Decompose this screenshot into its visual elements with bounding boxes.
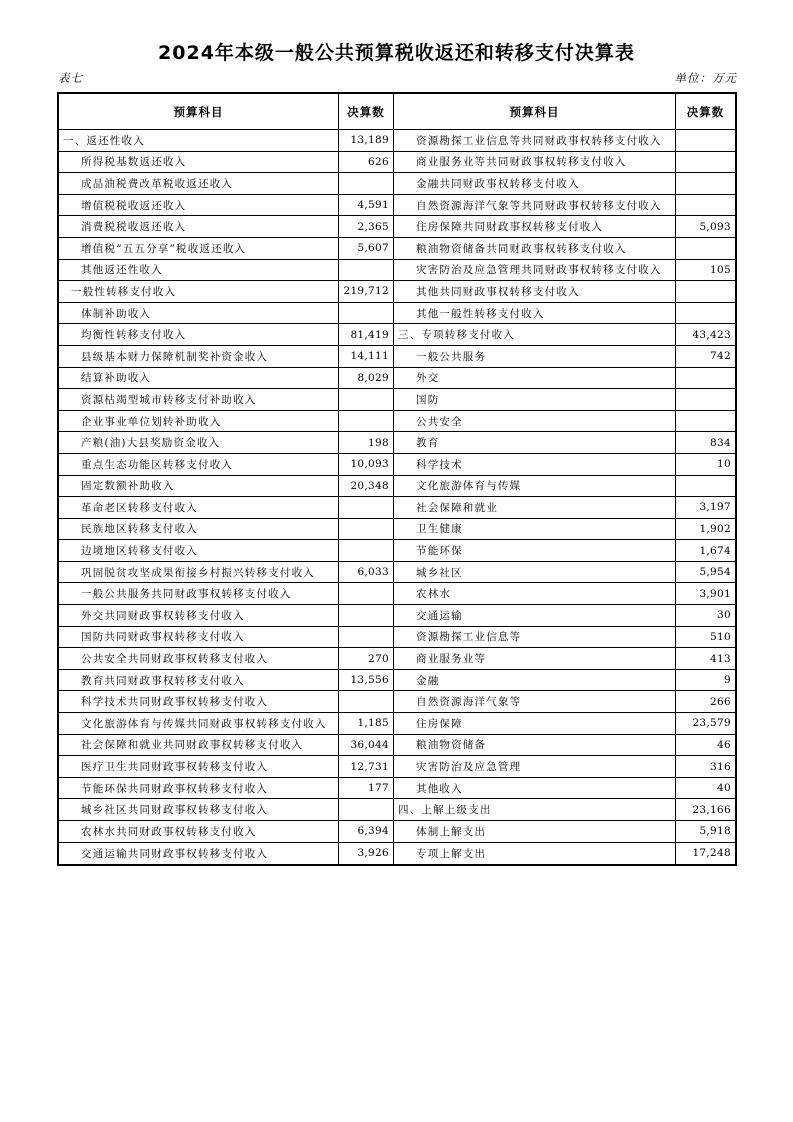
final-amount-cell: 40: [676, 778, 735, 800]
final-amount-cell: 1,902: [676, 519, 735, 541]
final-amount-cell: 46: [676, 735, 735, 757]
header-budget-subject-left: 预算科目: [59, 94, 339, 129]
budget-subject-cell: 交通运输: [394, 605, 676, 627]
final-amount-cell: [339, 799, 394, 821]
budget-subject-cell: 国防共同财政事权转移支付收入: [59, 627, 339, 649]
final-amount-cell: 20,348: [339, 476, 394, 498]
table-header-row: [59, 94, 735, 130]
final-amount-cell: 17,248: [692, 847, 731, 860]
budget-subject-cell: 文化旅游体育与传媒: [394, 476, 676, 498]
budget-subject-cell: 农林水共同财政事权转移支付收入: [59, 821, 339, 843]
budget-subject-cell: 外交共同财政事权转移支付收入: [59, 605, 339, 627]
budget-subject-cell: 公共安全: [394, 411, 676, 433]
budget-subject-cell: 节能环保: [394, 540, 676, 562]
final-amount-cell: 5,918: [676, 821, 735, 843]
final-amount-cell: 270: [339, 648, 394, 670]
final-amount-cell: 13,189: [339, 130, 394, 152]
budget-subject-cell: 其他收入: [394, 778, 676, 800]
budget-subject-cell: 城乡社区共同财政事权转移支付收入: [59, 799, 339, 821]
header-budget-subject-right: 预算科目: [394, 94, 676, 129]
final-amount-cell: 742: [676, 346, 735, 368]
budget-subject-cell: 民族地区转移支付收入: [59, 519, 339, 541]
final-amount-cell: [676, 152, 735, 174]
budget-subject-cell: 外交: [394, 368, 676, 390]
budget-subject-cell: 专项上解支出: [394, 843, 676, 865]
budget-subject-cell: 粮油物资储备共同财政事权转移支付收入: [394, 238, 676, 260]
final-amount-cell: 13,556: [339, 670, 394, 692]
final-amount-cell: 12,731: [339, 756, 394, 778]
final-amount-cell: 510: [676, 627, 735, 649]
budget-subject-cell: 成品油税费改革税收返还收入: [59, 173, 339, 195]
budget-subject-cell: 粮油物资储备: [394, 735, 676, 757]
budget-subject-cell: 国防: [394, 389, 676, 411]
final-amount-cell: [676, 173, 735, 195]
budget-subject-cell: 增值税税收返还收入: [59, 195, 339, 217]
final-amount-cell: [676, 389, 735, 411]
final-amount-cell: 626: [339, 152, 394, 174]
budget-subject-cell: 其他返还性收入: [59, 260, 339, 282]
header-final-amount-left: 决算数: [339, 94, 394, 129]
budget-subject-cell: 所得税基数返还收入: [59, 152, 339, 174]
budget-subject-cell: 节能环保共同财政事权转移支付收入: [59, 778, 339, 800]
budget-subject-cell: 三、专项转移支付收入: [394, 324, 676, 346]
final-amount-cell: 14,111: [339, 346, 394, 368]
final-amount-cell: [339, 583, 394, 605]
final-amount-cell: 177: [339, 778, 394, 800]
final-amount-cell: 834: [676, 432, 735, 454]
budget-subject-cell: 医疗卫生共同财政事权转移支付收入: [59, 756, 339, 778]
final-amount-cell: 3,901: [676, 583, 735, 605]
budget-subject-cell: 科学技术: [394, 454, 676, 476]
final-amount-cell: [676, 130, 735, 152]
final-amount-cell: 10,093: [339, 454, 394, 476]
final-amount-cell: 6,033: [339, 562, 394, 584]
final-amount-cell: 3,926: [339, 843, 394, 865]
final-amount-cell: 43,423: [676, 324, 735, 346]
budget-subject-cell: 革命老区转移支付收入: [59, 497, 339, 519]
final-amount-cell: 9: [676, 670, 735, 692]
final-amount-cell: 413: [676, 648, 735, 670]
final-amount-cell: [676, 303, 735, 325]
final-amount-cell: 3,197: [676, 497, 735, 519]
final-amount-cell: 36,044: [339, 735, 394, 757]
budget-subject-cell: 自然资源海洋气象等共同财政事权转移支付收入: [394, 195, 676, 217]
final-amount-cell: [676, 411, 735, 433]
final-amount-cell: [339, 303, 394, 325]
final-amount-cell: [339, 497, 394, 519]
final-amount-cell: 5,093: [676, 216, 735, 238]
final-amount-cell: [339, 540, 394, 562]
budget-subject-cell: 社会保障和就业: [394, 497, 676, 519]
final-amount-cell: [676, 195, 735, 217]
final-amount-cell: 2,365: [339, 216, 394, 238]
budget-subject-cell: 边境地区转移支付收入: [59, 540, 339, 562]
table-number-label: 表七: [58, 71, 83, 85]
budget-subject-cell: 资源勘探工业信息等共同财政事权转移支付收入: [394, 130, 676, 152]
final-amount-cell: 4,591: [339, 195, 394, 217]
budget-subject-cell: 固定数额补助收入: [59, 476, 339, 498]
final-amount-cell: [339, 605, 394, 627]
budget-subject-cell: 其他共同财政事权转移支付收入: [394, 281, 676, 303]
final-amount-cell: 23,166: [676, 799, 735, 821]
page-title: 2024年本级一般公共预算税收返还和转移支付决算表: [158, 42, 635, 64]
budget-subject-cell: 产粮(油)大县奖励资金收入: [59, 432, 339, 454]
budget-subject-cell: 企业事业单位划转补助收入: [59, 411, 339, 433]
unit-label: 单位：万元: [674, 71, 737, 85]
final-amount-cell: [339, 691, 394, 713]
budget-subject-cell: 灾害防治及应急管理共同财政事权转移支付收入: [394, 260, 676, 282]
final-amount-cell: [339, 260, 394, 282]
budget-subject-cell: 卫生健康: [394, 519, 676, 541]
budget-subject-cell: 公共安全共同财政事权转移支付收入: [59, 648, 339, 670]
budget-subject-cell: 金融共同财政事权转移支付收入: [394, 173, 676, 195]
budget-subject-cell: 重点生态功能区转移支付收入: [59, 454, 339, 476]
budget-subject-cell: 金融: [394, 670, 676, 692]
final-amount-cell: [676, 238, 735, 260]
budget-subject-cell: 住房保障共同财政事权转移支付收入: [394, 216, 676, 238]
budget-subject-cell: 四、上解上级支出: [394, 799, 676, 821]
budget-subject-cell: 教育共同财政事权转移支付收入: [59, 670, 339, 692]
budget-subject-cell: 县级基本财力保障机制奖补资金收入: [59, 346, 339, 368]
budget-subject-cell: 一般公共服务共同财政事权转移支付收入: [59, 583, 339, 605]
final-amount-cell: [339, 627, 394, 649]
final-amount-cell: 6,394: [339, 821, 394, 843]
fiscal-table: [57, 92, 737, 866]
budget-subject-cell: 体制上解支出: [394, 821, 676, 843]
budget-subject-cell: 增值税“五五分享”税收返还收入: [59, 238, 339, 260]
final-amount-cell: 5,607: [339, 238, 394, 260]
final-amount-cell: 266: [676, 691, 735, 713]
budget-subject-cell: 巩固脱贫攻坚成果衔接乡村振兴转移支付收入: [59, 562, 339, 584]
budget-subject-cell: 城乡社区: [394, 562, 676, 584]
budget-subject-cell: 农林水: [394, 583, 676, 605]
final-amount-cell: 5,954: [676, 562, 735, 584]
budget-subject-cell: 教育: [394, 432, 676, 454]
final-amount-cell: [676, 281, 735, 303]
budget-subject-cell: 资源枯竭型城市转移支付补助收入: [59, 389, 339, 411]
final-amount-cell: [676, 368, 735, 390]
final-amount-cell: 1,185: [339, 713, 394, 735]
budget-subject-cell: 其他一般性转移支付收入: [394, 303, 676, 325]
final-amount-cell: 316: [676, 756, 735, 778]
budget-subject-cell: 一、返还性收入: [59, 130, 339, 152]
budget-subject-cell: 商业服务业等: [394, 648, 676, 670]
budget-subject-cell: 住房保障: [394, 713, 676, 735]
budget-subject-cell: 商业服务业等共同财政事权转移支付收入: [394, 152, 676, 174]
final-amount-cell: 8,029: [339, 368, 394, 390]
final-amount-cell: [339, 389, 394, 411]
final-amount-cell: 10: [676, 454, 735, 476]
table-body: [59, 130, 735, 864]
budget-subject-cell: 均衡性转移支付收入: [59, 324, 339, 346]
budget-subject-cell: 灾害防治及应急管理: [394, 756, 676, 778]
budget-subject-cell: 科学技术共同财政事权转移支付收入: [59, 691, 339, 713]
final-amount-cell: [339, 519, 394, 541]
budget-subject-cell: 交通运输共同财政事权转移支付收入: [59, 843, 339, 865]
final-amount-cell: 81,419: [339, 324, 394, 346]
final-amount-cell: [339, 173, 394, 195]
final-amount-cell: 219,712: [339, 281, 394, 303]
final-amount-cell: 23,579: [676, 713, 735, 735]
header-final-amount-right: 决算数: [686, 104, 725, 119]
final-amount-cell: [676, 476, 735, 498]
budget-subject-cell: 资源勘探工业信息等: [394, 627, 676, 649]
final-amount-cell: [339, 411, 394, 433]
budget-subject-cell: 一般性转移支付收入: [59, 281, 339, 303]
final-amount-cell: 105: [676, 260, 735, 282]
budget-subject-cell: 社会保障和就业共同财政事权转移支付收入: [59, 735, 339, 757]
final-amount-cell: 1,674: [676, 540, 735, 562]
budget-subject-cell: 文化旅游体育与传媒共同财政事权转移支付收入: [59, 713, 339, 735]
budget-subject-cell: 结算补助收入: [59, 368, 339, 390]
budget-subject-cell: 自然资源海洋气象等: [394, 691, 676, 713]
budget-subject-cell: 一般公共服务: [394, 346, 676, 368]
final-amount-cell: 30: [676, 605, 735, 627]
budget-subject-cell: 消费税税收返还收入: [59, 216, 339, 238]
final-amount-cell: 198: [339, 432, 394, 454]
budget-subject-cell: 体制补助收入: [59, 303, 339, 325]
